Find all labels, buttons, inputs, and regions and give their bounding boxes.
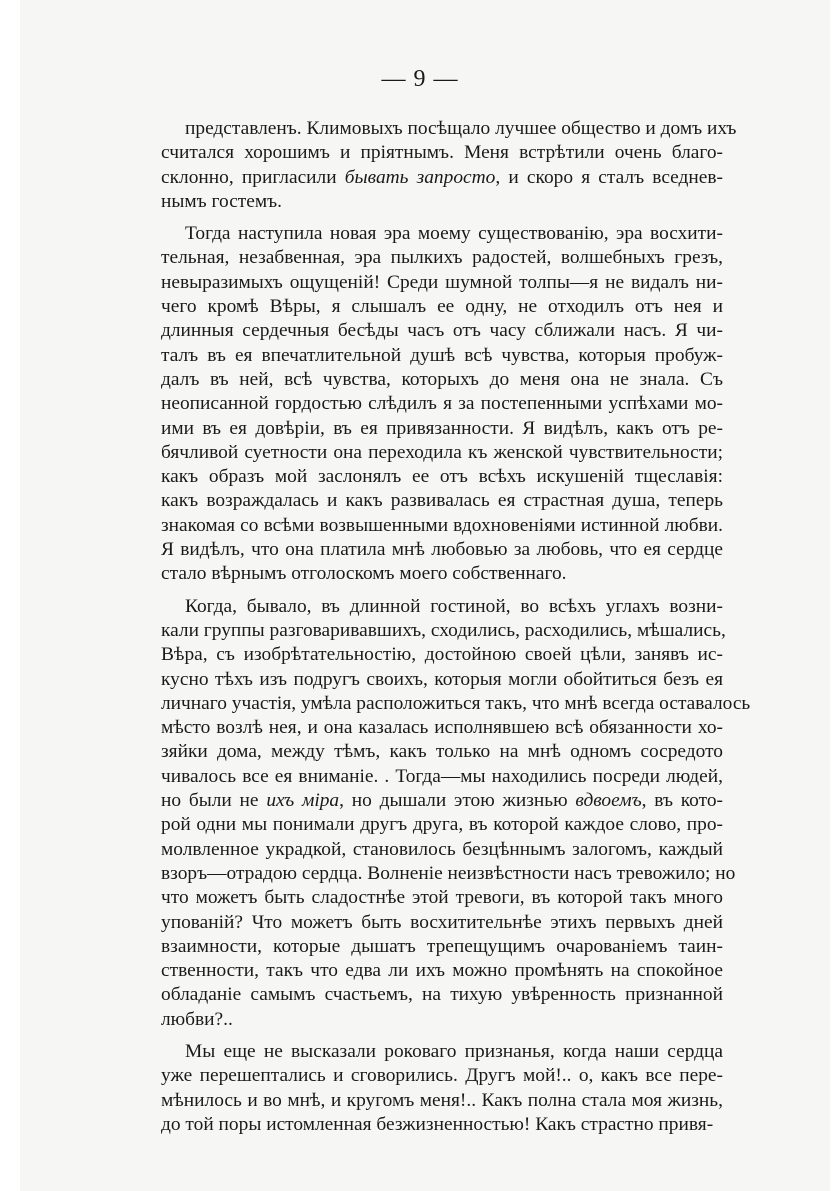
text-line: знакомая со всѣми возвышенными вдохновеніями истинной любви. [161, 514, 723, 536]
italic-phrase: вдвоемъ [575, 790, 642, 812]
text-line: рой одни мы понимали другъ друга, въ которой каждое слово, про- [161, 814, 723, 836]
text-line: Когда, бывало, въ длинной гостиной, во всѣхъ углахъ возни- [185, 595, 723, 617]
text-line: ственности, такъ что едва ли ихъ можно промѣнять на спокойное [161, 960, 723, 982]
text-line: далъ въ ней, всѣ чувства, которыхъ до меня она не знала. Съ [161, 368, 723, 390]
text-line: нымъ гостемъ. [161, 190, 283, 212]
body-text [161, 117, 751, 1137]
italic-phrase: ихъ міра [266, 790, 340, 812]
text-line: взоръ—отрадою сердца. Волненіе неизвѣстности насъ тревожило; но [161, 862, 736, 884]
paragraph-gap [161, 214, 723, 222]
text-line: Мы еще не высказали роковаго признанья, когда наши сердца [185, 1040, 723, 1062]
text-line: взаимности, которые дышатъ трепещущимъ очарованіемъ таин- [161, 935, 723, 957]
text-line: упованій? Что можетъ быть восхитительнѣе этихъ первыхъ дней [161, 911, 723, 933]
text-line: зяйки дома, между тѣмъ, какъ только на мнѣ одномъ сосредото [161, 741, 723, 763]
text-line: считался хорошимъ и пріятнымъ. Меня встрѣтили очень благо- [161, 142, 723, 164]
paragraph [161, 117, 737, 214]
text-line: неописанной гордостью слѣдилъ я за постепенными успѣхами мо- [161, 393, 723, 415]
text-line: ими въ ея довѣріи, въ ея привязанности. Я видѣлъ, какъ отъ ре- [161, 417, 723, 439]
text-line: Вѣра, съ изобрѣтательностію, достойною своей цѣли, занявъ ис- [161, 644, 723, 666]
text-line: кусно тѣхъ изъ подругъ своихъ, которыя могли обойтиться безъ ея [161, 668, 723, 690]
paragraph-gap [161, 587, 723, 595]
paragraph [161, 595, 751, 1032]
italic-phrase: бывать запросто [344, 166, 496, 188]
text-line: уже перешептались и сговорились. Другъ мой!.. о, какъ все пере- [161, 1065, 723, 1087]
text-line: мѣнилось и во мнѣ, и кругомъ меня!.. Какъ полна стала моя жизнь, [161, 1089, 723, 1111]
text-line: что можетъ быть сладостнѣе этой тревоги, въ которой такъ много [161, 887, 723, 909]
paragraph [161, 1040, 723, 1137]
text-line: личнаго участія, умѣла расположиться такъ, что мнѣ всегда оставалось [161, 692, 751, 714]
text-line: чего кромѣ Вѣры, я слышалъ ее одну, не отходилъ отъ нея и [161, 296, 723, 318]
text-line: склонно, пригласили бывать запросто, и скоро я сталъ вседнев- [161, 166, 723, 188]
paragraph [161, 222, 723, 586]
text-line: бячливой суетности она переходила къ женской чувствительности; [161, 441, 723, 463]
text-line: какъ возраждалась и какъ развивалась ея страстная душа, теперь [161, 490, 723, 512]
text-line: талъ въ ея впечатлительной душѣ всѣ чувства, которыя пробуж- [161, 344, 723, 366]
text-line: чивалось все ея вниманіе. . Тогда—мы находились посреди людей, [161, 765, 723, 787]
text-line: тельная, незабвенная, эра пылкихъ радостей, волшебныхъ грезъ, [161, 247, 723, 269]
page-number: — 9 — [381, 66, 459, 92]
text-line: Я видѣлъ, что она платила мнѣ любовью за любовь, что ея сердце [161, 539, 723, 561]
text-line: до той поры истомленная безжизненностью! Какъ страстно привя- [161, 1113, 714, 1135]
text-line: но были не ихъ міра, но дышали этою жизнью вдвоемъ, въ кото- [161, 790, 723, 812]
text-line: мѣсто возлѣ нея, и она казалась исполнявшею всѣ обязанности хо- [161, 717, 723, 739]
text-line: невыразимыхъ ощущеній! Среди шумной толпы—я не видалъ ни- [161, 271, 723, 293]
text-line: молвленное украдкой, становилось безцѣннымъ залогомъ, каждый [161, 838, 723, 860]
text-line: стало вѣрнымъ отголоскомъ моего собственнаго. [161, 563, 567, 585]
text-line: любви?.. [161, 1008, 233, 1030]
text-line: Тогда наступила новая эра моему существованію, эра восхити- [185, 223, 723, 245]
text-line: длинныя сердечныя бесѣды часъ отъ часу сближали насъ. Я чи- [161, 320, 723, 342]
text-line: какъ образъ мой заслонялъ ее отъ всѣхъ искушеній тщеславія: [161, 466, 723, 488]
text-line: обладаніе самымъ счастьемъ, на тихую увѣренность признанной [161, 984, 723, 1006]
text-line: представленъ. Климовыхъ посѣщало лучшее общество и домъ ихъ [185, 118, 737, 139]
paragraph-gap [161, 1032, 723, 1040]
text-line: кали группы разговаривавшихъ, сходились, расходились, мѣшались, [161, 619, 726, 641]
